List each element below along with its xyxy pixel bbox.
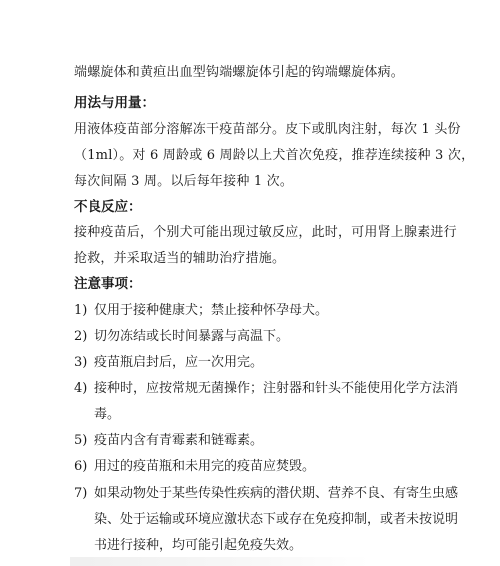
note-text: 用过的疫苗瓶和未用完的疫苗应焚毁。 — [94, 459, 316, 474]
note-number: 6) — [74, 459, 88, 474]
note-item — [74, 302, 328, 320]
adverse-line: 抢救，并采取适当的辅助治疗措施。 — [74, 251, 286, 266]
usage-line: 每次间隔 3 周。以后每年接种 1 次。 — [74, 174, 294, 189]
usage-line: （1ml）。对 6 周龄或 6 周龄以上犬首次免疫，推荐连续接种 3 次， — [74, 148, 475, 163]
note-text: 疫苗内含有青霉素和链霉素。 — [94, 433, 264, 448]
note-text: 切勿冻结或长时间暴露与高温下。 — [94, 329, 290, 344]
note-item — [74, 485, 458, 503]
note-number: 1) — [74, 303, 88, 318]
note-item — [74, 354, 263, 372]
bottom-faded-strip — [70, 557, 370, 566]
note-text-continued: 书进行接种，均可能引起免疫失效。 — [94, 538, 303, 553]
usage-heading: 用法与用量： — [74, 95, 155, 111]
note-item — [74, 328, 289, 346]
note-number: 2) — [74, 329, 88, 344]
notes-heading: 注意事项： — [74, 276, 142, 292]
intro-line: 端螺旋体和黄疸出血型钩端螺旋体引起的钩端螺旋体病。 — [74, 65, 405, 80]
note-text: 疫苗瓶启封后，应一次用完。 — [94, 355, 264, 370]
note-number: 5) — [74, 433, 88, 448]
note-item — [74, 380, 458, 398]
note-text-continued: 毒。 — [94, 407, 121, 422]
usage-line: 用液体疫苗部分溶解冻干疫苗部分。皮下或肌肉注射，每次 1 头份 — [74, 122, 461, 137]
note-text: 仅用于接种健康犬；禁止接种怀孕母犬。 — [94, 303, 329, 318]
note-item — [74, 458, 315, 476]
note-text-continued: 染、处于运输或环境应激状态下或存在免疫抑制，或者未按说明 — [94, 512, 459, 527]
note-number: 3) — [74, 355, 88, 370]
note-number: 7) — [74, 486, 88, 501]
adverse-heading: 不良反应： — [74, 199, 142, 215]
note-text: 接种时，应按常规无菌操作；注射器和针头不能使用化学方法消 — [94, 381, 459, 396]
note-number: 4) — [74, 381, 88, 396]
adverse-line: 接种疫苗后，个别犬可能出现过敏反应，此时，可用肾上腺素进行 — [74, 225, 457, 240]
note-item — [74, 432, 263, 450]
note-text: 如果动物处于某些传染性疾病的潜伏期、营养不良、有寄生虫感 — [94, 486, 459, 501]
